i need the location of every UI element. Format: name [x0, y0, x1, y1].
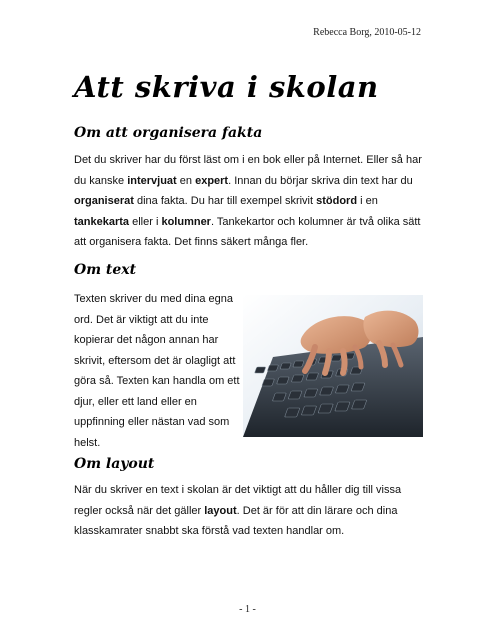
page-title: Att skriva i skolan: [74, 70, 379, 104]
paragraph-text: Texten skriver du med dina egna ord. Det är viktigt att du inte kopierar det någon annan har skrivit, eftersom det är olagligt att göra så. Texten kan handla om ett djur, eller ett land eller en uppfinning eller nästan vad som helst.: [74, 293, 240, 449]
hands-typing-on-keyboard-photo: [243, 295, 423, 437]
paragraph-organize: Det du skriver har du först läst om i en bok eller på Internet. Eller så har du kanske intervjuat en expert. Innan du börjar skriva din text har du organiserat dina fakta. Du har till exempel skrivit stödord i en tankekarta eller i kolumner. Tankekartor och kolumner är två olika sätt att organisera fakta. Det finns säkert många fler.: [74, 154, 422, 248]
paragraph-layout: När du skriver en text i skolan är det viktigt att du håller dig till vissa regler också när det gäller layout. Det är för att din lärare och dina klasskamrater snabbt ska förstå vad texten handlar om.: [74, 484, 402, 537]
author-date: Rebecca Borg, 2010-05-12: [313, 27, 421, 38]
section-heading-text: Om text: [74, 262, 137, 278]
page-number: - 1 -: [239, 604, 256, 615]
section-heading-layout: Om layout: [74, 456, 155, 472]
section-heading-organize: Om att organisera fakta: [74, 125, 263, 141]
